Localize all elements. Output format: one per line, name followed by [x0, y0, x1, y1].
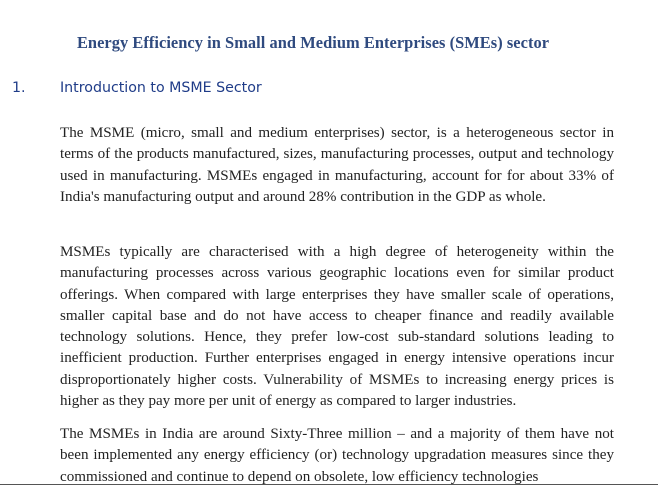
document-title: Energy Efficiency in Small and Medium Enterprises (SMEs) sector [76, 33, 550, 52]
section-heading [12, 80, 262, 96]
paragraph-1: The MSME (micro, small and medium enterprises) sector, is a heterogeneous sector in terms of the products manufactured, sizes, manufacturing processes, output and technology used in manufacturing. MSMEs engaged in manufacturing, account for for about 33% of India's manufacturing output and around 28% contribution in the GDP as whole. [60, 125, 614, 205]
paragraph-3: The MSMEs in India are around Sixty-Three million – and a majority of them have not been implemented any energy efficiency (or) technology upgradation measures since they commissioned and continue to depend on obsolete, low efficiency technologies [60, 426, 614, 485]
paragraph-2: MSMEs typically are characterised with a high degree of heterogeneity within the manufacturing processes across various geographic locations even for similar product offerings. When compared with large enterprises they have smaller scale of operations, smaller capital base and do not have access to cheaper finance and readily available technology solutions. Hence, they prefer low-cost sub-standard solutions leading to inefficient production. Further enterprises engaged in energy intensive operations incur disproportionately higher costs. Vulnerability of MSMEs to increasing energy prices is higher as they pay more per unit of energy as compared to larger industries. [60, 244, 614, 409]
section-title: Introduction to MSME Sector [60, 80, 262, 96]
page-bottom-divider [0, 484, 658, 485]
section-number: 1. [12, 80, 26, 96]
